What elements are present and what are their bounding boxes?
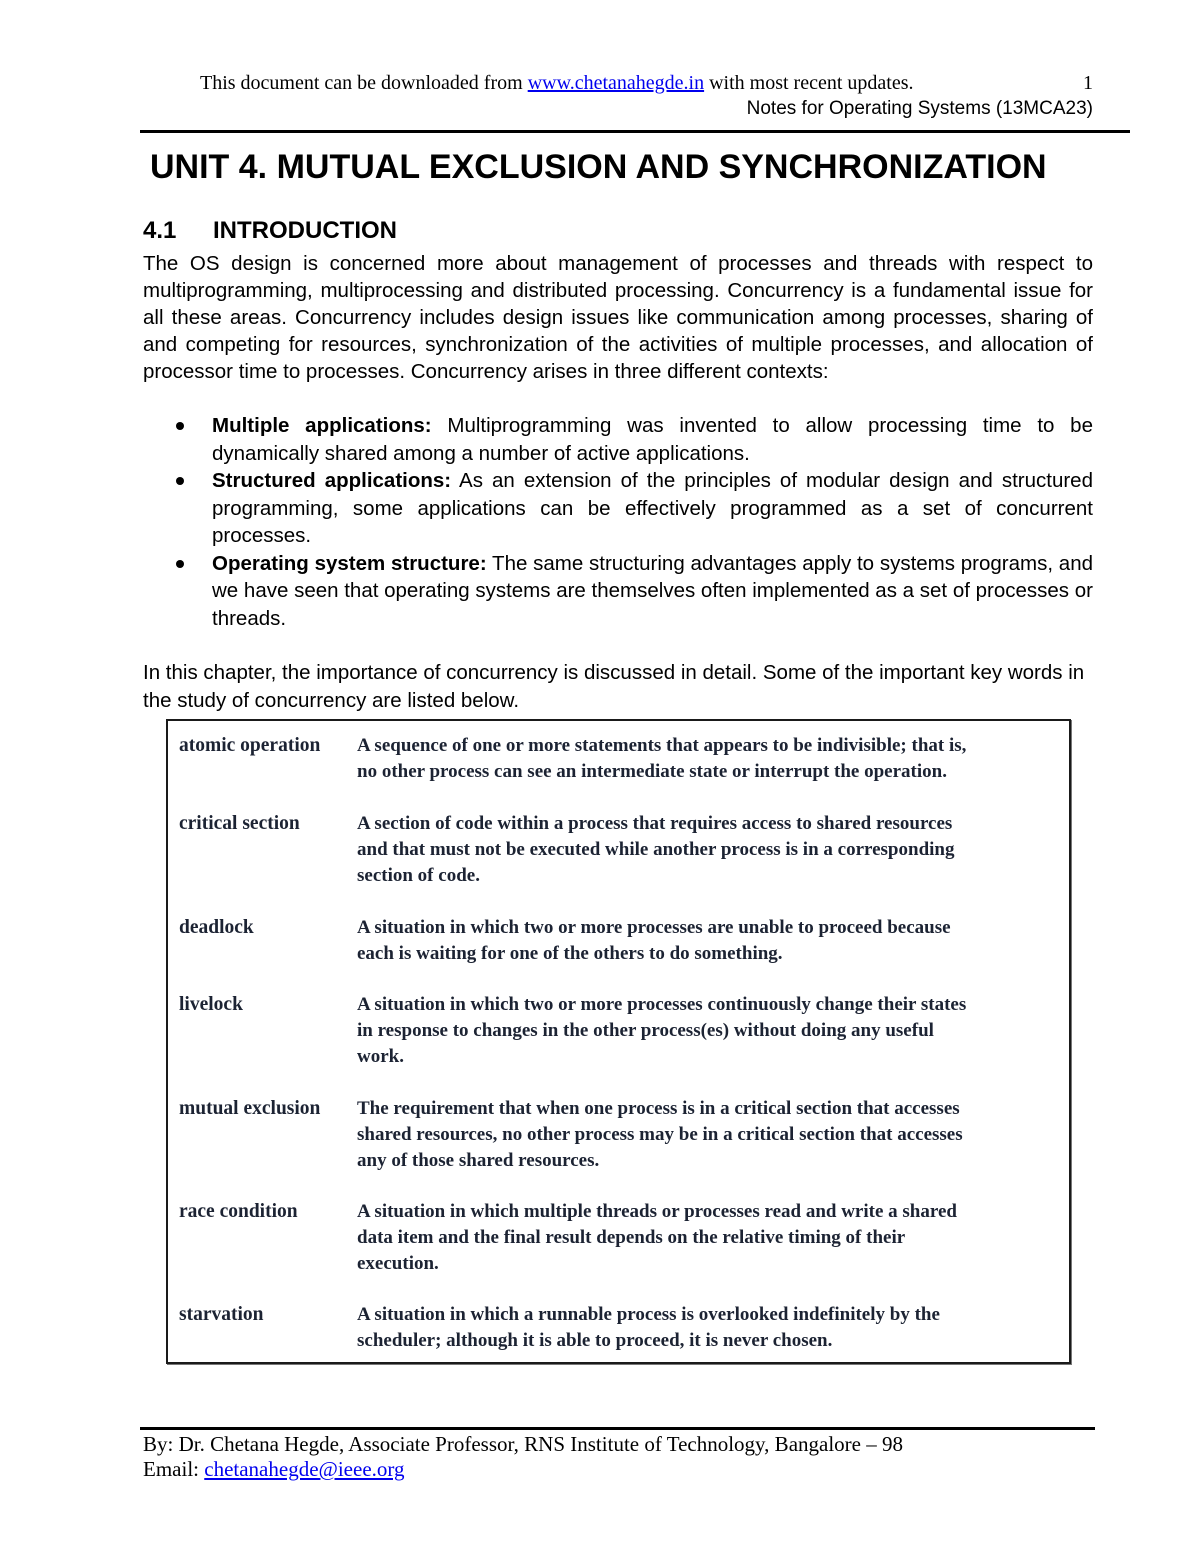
list-item xyxy=(143,550,1093,633)
email-link[interactable]: chetanahegde@ieee.org xyxy=(204,1457,405,1481)
intro-paragraph: The OS design is concerned more about management of processes and threads with respect to multiprogramming, multiprocessing and distributed processing. Concurrency is a fundamental issue for all these areas. Concurrency includes design issues like communication among processes, sharing of and competing for resources, synchronization of the activities of multiple processes, and allocation of processor time to processes. Concurrency arises in three different contexts: xyxy=(143,252,1093,383)
header-subtitle: Notes for Operating Systems (13MCA23) xyxy=(746,98,1093,119)
section-number: 4.1 xyxy=(143,217,177,244)
section-title: INTRODUCTION xyxy=(213,217,397,244)
list-item xyxy=(143,412,1093,467)
term-name: critical section xyxy=(179,813,300,834)
email-label: Email: xyxy=(143,1457,205,1481)
term-name: mutual exclusion xyxy=(179,1098,321,1119)
term-definition: A situation in which multiple threads or processes read and write a shared data item and the final result depends on the relative timing of their execution. xyxy=(357,1201,957,1274)
header-download-note xyxy=(200,72,1100,95)
footer-email xyxy=(143,1457,405,1482)
term-definition: A situation in which two or more processes continuously change their states in response to changes in the other process(es) without doing any useful work. xyxy=(357,994,967,1067)
footer-divider xyxy=(140,1427,1095,1430)
unit-title: UNIT 4. MUTUAL EXCLUSION AND SYNCHRONIZATION xyxy=(150,148,1047,186)
key-terms-table xyxy=(166,719,1071,1364)
header-divider xyxy=(140,130,1130,133)
bullet-text: As an extension of the principles of modular design and structured programming, some applications can be effectively programmed as a set of concurrent processes. xyxy=(212,469,1093,547)
term-definition: A situation in which two or more processes are unable to proceed because each is waiting for one of the others to do something. xyxy=(357,917,951,964)
term-definition: A situation in which a runnable process is overlooked indefinitely by the scheduler; although it is able to proceed, it is never chosen. xyxy=(357,1304,940,1351)
footer-author: By: Dr. Chetana Hegde, Associate Professor, RNS Institute of Technology, Bangalore – 98 xyxy=(143,1432,903,1456)
bullet-icon xyxy=(176,477,184,485)
page-number: 1 xyxy=(1083,72,1093,94)
bullet-text: The same structuring advantages apply to systems programs, and we have seen that operating systems are themselves often implemented as a set of processes or threads. xyxy=(212,551,1093,630)
term-name: livelock xyxy=(179,994,243,1015)
section-heading xyxy=(143,217,397,245)
term-definition: A sequence of one or more statements that appears to be indivisible; that is, no other process can see an intermediate state or interrupt the operation. xyxy=(357,735,967,782)
term-definition: A section of code within a process that requires access to shared resources and that must not be executed while another process is in a corresponding section of code. xyxy=(357,813,955,886)
bullet-text: Multiprogramming was invented to allow processing time to be dynamically shared among a number of active applications. xyxy=(212,414,1093,465)
bullet-icon xyxy=(176,560,184,568)
bullet-icon xyxy=(176,422,184,430)
bullet-label: Structured applications: xyxy=(212,469,452,492)
bullet-label: Operating system structure: xyxy=(212,551,487,575)
term-definition: The requirement that when one process is in a critical section that accesses shared resources, no other process may be in a critical section that accesses any of those shared resources. xyxy=(357,1098,963,1171)
bullet-label: Multiple applications: xyxy=(212,414,432,437)
term-name: starvation xyxy=(179,1304,264,1325)
contexts-list xyxy=(143,412,1093,632)
term-name: deadlock xyxy=(179,917,254,938)
term-name: atomic operation xyxy=(179,735,321,756)
header-prefix: This document can be downloaded from xyxy=(200,72,528,94)
term-name: race condition xyxy=(179,1201,298,1222)
header-suffix: with most recent updates. xyxy=(704,72,914,94)
website-link[interactable]: www.chetanahegde.in xyxy=(527,72,705,94)
list-item xyxy=(143,467,1093,550)
closing-paragraph: In this chapter, the importance of concurrency is discussed in detail. Some of the important key words in the study of concurrency are listed below. xyxy=(143,661,1085,712)
